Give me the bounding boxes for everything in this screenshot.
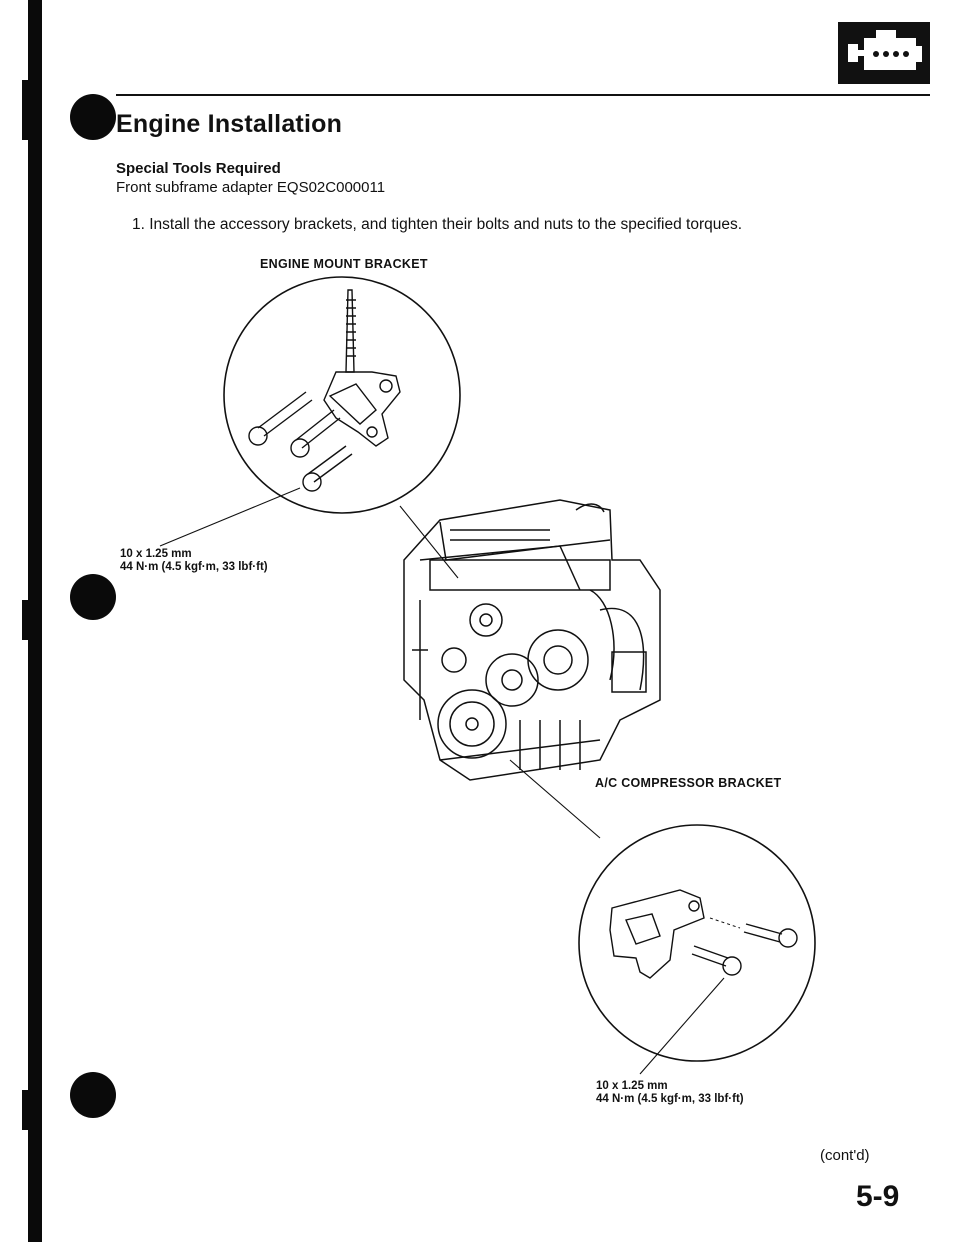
continued-label: (cont'd) xyxy=(820,1147,870,1164)
bolt-size: 10 x 1.25 mm xyxy=(120,548,192,560)
ac-bracket-detail-circle xyxy=(579,825,815,1061)
engine-mount-detail-circle xyxy=(224,277,460,513)
step-1-text: 1. Install the accessory brackets, and tighten their bolts and nuts to the specified torques. xyxy=(132,216,743,233)
engine-mount-bracket-drawing xyxy=(324,290,400,446)
ac-compressor-bracket-label: A/C COMPRESSOR BRACKET xyxy=(595,776,782,790)
bolt-drawing xyxy=(249,392,352,491)
bolt-size: 10 x 1.25 mm xyxy=(596,1080,668,1092)
engine-drawing xyxy=(404,500,660,780)
bolt-torque: 44 N·m (4.5 kgf·m, 33 lbf·ft) xyxy=(120,561,268,573)
page-number: 5-9 xyxy=(856,1180,900,1213)
special-tools-heading: Special Tools Required xyxy=(116,160,281,177)
engine-mount-bracket-label: ENGINE MOUNT BRACKET xyxy=(260,257,428,271)
special-tools-item: Front subframe adapter EQS02C000011 xyxy=(116,179,386,196)
page-title: Engine Installation xyxy=(116,110,343,138)
ac-bracket-drawing xyxy=(610,890,704,978)
bolt-drawing xyxy=(692,918,797,975)
bolt-torque: 44 N·m (4.5 kgf·m, 33 lbf·ft) xyxy=(596,1093,744,1105)
